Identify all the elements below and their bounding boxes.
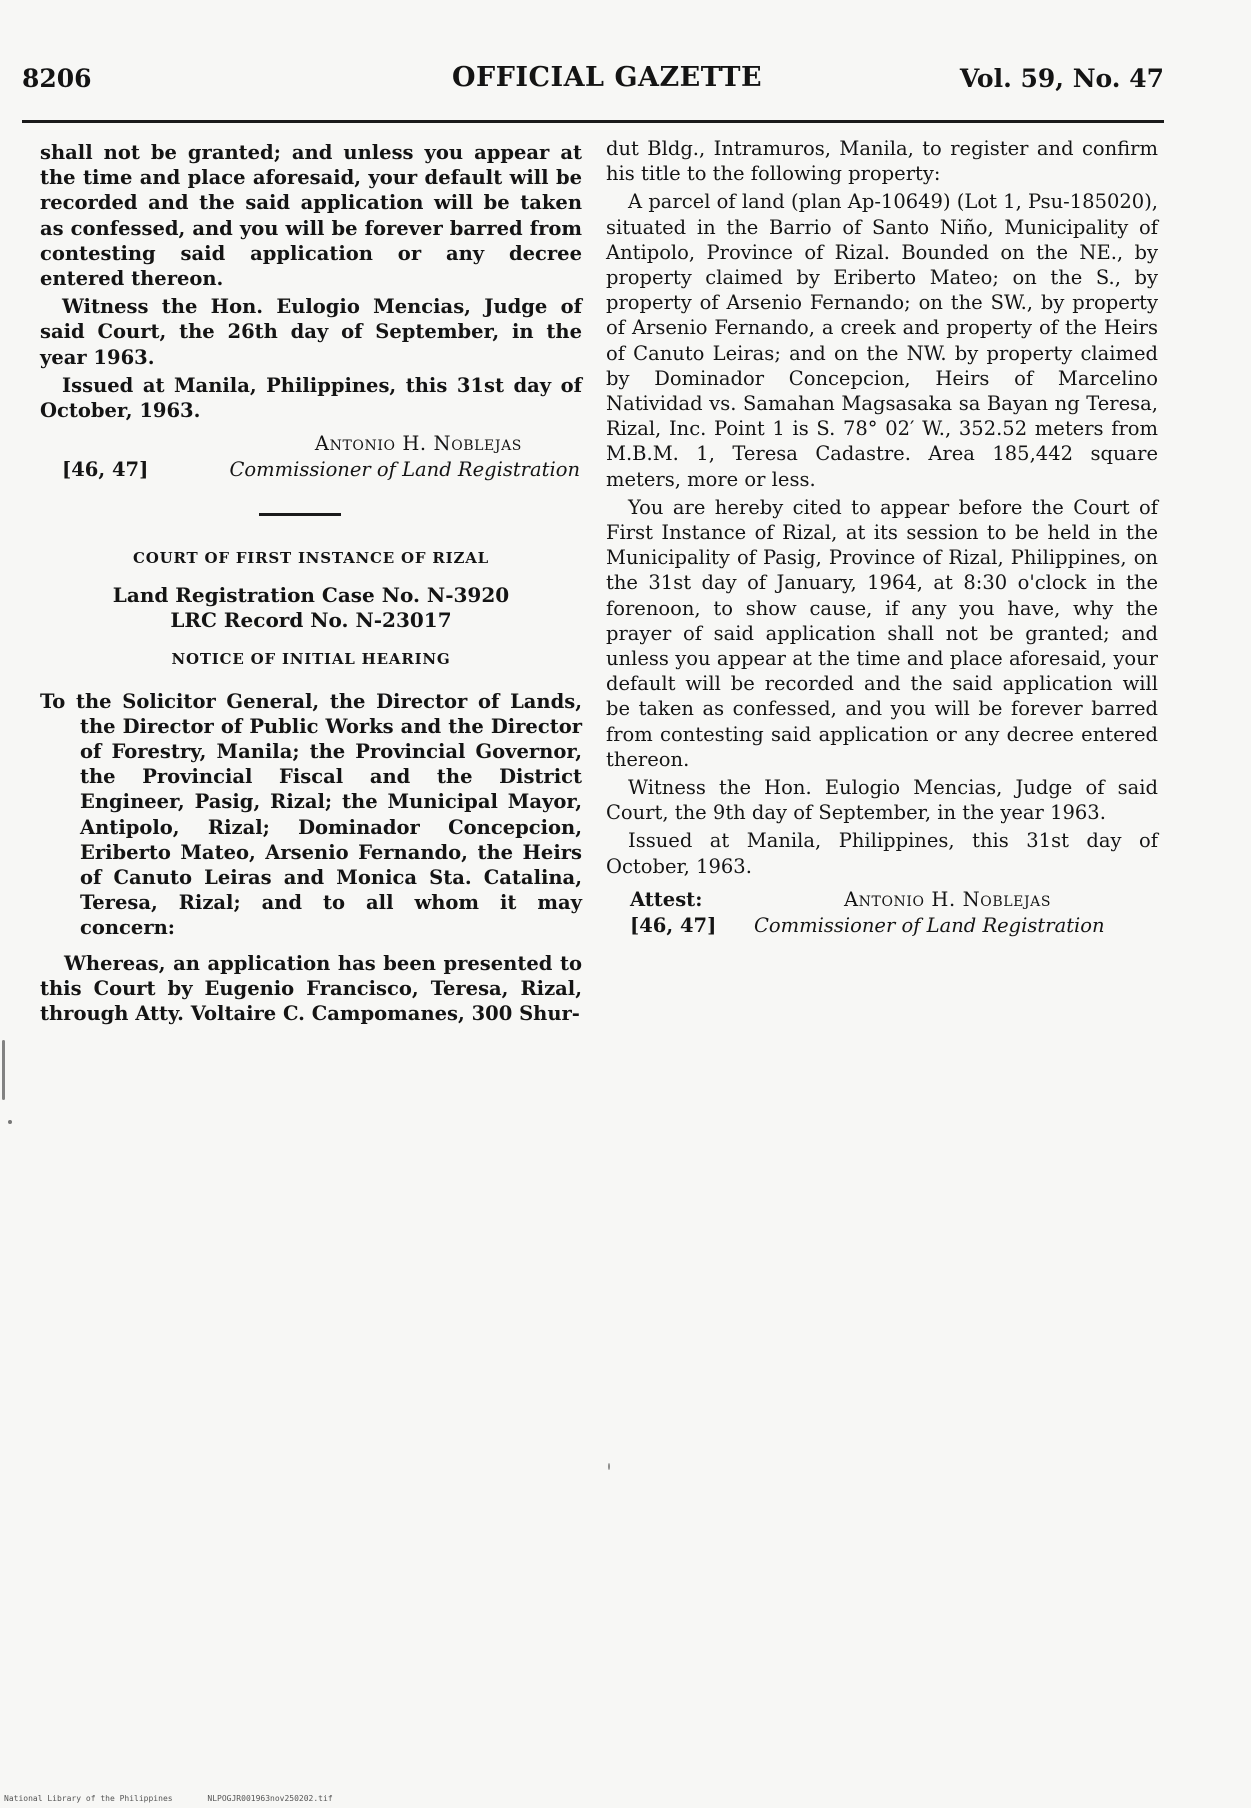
signature-block <box>40 427 582 485</box>
record-number: LRC Record No. N-23017 <box>170 608 452 633</box>
parcel-description: A parcel of land (plan Ap-10649) (Lot 1, Psu-185020), situated in the Barrio of Santo Niño, Municipality of Antipolo, Province of Rizal. Bounded on the NE., by property claimed by Eriberto Mateo; on the S., by property of Arsenio Fernando; on the SW., by property of Arsenio Fernando, a creek and property of the Heirs of Canuto Leiras; and on the NW. by property claimed by Dominador Concepcion, Heirs of Marcelino Natividad vs. Samahan Magsasaka sa Bayan ng Teresa, Rizal, Inc. Point 1 is S. 78° 02′ W., 352.52 meters from M.B.M. 1, Teresa Cadastre. Area 185,442 square meters, more or less. <box>606 190 1158 491</box>
page-header <box>22 58 1164 102</box>
scan-artifact <box>8 1120 12 1124</box>
signatory-name: Antonio H. Noblejas <box>844 887 1052 911</box>
address-paragraph: To the Solicitor General, the Director of Lands, the Director of Public Works and the Director of Forestry, Manila; the Provincial Governor, the Provincial Fiscal and the District Engineer, Pasig, Rizal; the Municipal Mayor, Antipolo, Rizal; Dominador Concepcion, Eriberto Mateo, Arsenio Fernando, the Heirs of Canuto Leiras and Monica Sta. Catalina, Teresa, Rizal; and to all whom it may concern: <box>40 689 582 940</box>
left-column <box>40 140 582 1029</box>
case-identifiers <box>40 583 582 633</box>
library-credit: National Library of the Philippines <box>4 1794 173 1803</box>
right-column <box>606 136 1158 943</box>
issued-paragraph: Issued at Manila, Philippines, this 31st day of October, 1963. <box>606 829 1158 878</box>
issue-reference: [46, 47] <box>630 913 717 937</box>
court-heading: COURT OF FIRST INSTANCE OF RIZAL <box>133 549 489 568</box>
section-divider <box>259 513 341 516</box>
header-rule <box>22 120 1164 123</box>
notice-heading: NOTICE OF INITIAL HEARING <box>171 650 451 669</box>
page-number: 8206 <box>22 64 92 93</box>
signature-block <box>606 885 1158 943</box>
continuation-paragraph: shall not be granted; and unless you appear at the time and place aforesaid, your default will be recorded and the said application will be taken as confessed, and you will be forever barred from contesting said application or any decree entered thereon. <box>40 141 582 291</box>
witness-paragraph: Witness the Hon. Eulogio Mencias, Judge of said Court, the 9th day of September, in the year 1963. <box>606 776 1158 825</box>
issue-reference: [46, 47] <box>62 458 149 482</box>
continuation-paragraph: dut Bldg., Intramuros, Manila, to register and confirm his title to the following property: <box>606 137 1158 186</box>
issued-paragraph: Issued at Manila, Philippines, this 31st day of October, 1963. <box>40 373 582 423</box>
whereas-paragraph: Whereas, an application has been presented to this Court by Eugenio Francisco, Teresa, Rizal, through Atty. Voltaire C. Campomanes, 300 Shur- <box>40 951 582 1026</box>
scan-artifact <box>608 1463 610 1470</box>
signatory-name: Antonio H. Noblejas <box>314 432 522 456</box>
witness-paragraph: Witness the Hon. Eulogio Mencias, Judge of said Court, the 26th day of September, in the year 1963. <box>40 295 582 369</box>
scan-artifact <box>2 1040 5 1100</box>
signatory-title: Commissioner of Land Registration <box>229 458 580 482</box>
gazette-title: OFFICIAL GAZETTE <box>452 62 763 93</box>
case-number: Land Registration Case No. N-3920 <box>112 583 510 608</box>
signatory-title: Commissioner of Land Registration <box>754 913 1105 937</box>
volume-number: Vol. 59, No. 47 <box>959 64 1164 93</box>
citation-paragraph: You are hereby cited to appear before the Court of First Instance of Rizal, at its session to be held in the Municipality of Pasig, Province of Rizal, Philippines, on the 31st day of January, 1964, at 8:30 o'clock in the forenoon, to show cause, if any you have, why the prayer of said application shall not be granted; and unless you appear at the time and place aforesaid, your default will be recorded and the said application will be taken as confessed, and you will be forever barred from contesting said application or any decree entered thereon. <box>606 495 1158 771</box>
file-name: NLPOGJR001963nov250202.tif <box>207 1794 333 1803</box>
attest-label: Attest: <box>630 887 703 911</box>
scan-footer <box>4 1794 363 1803</box>
